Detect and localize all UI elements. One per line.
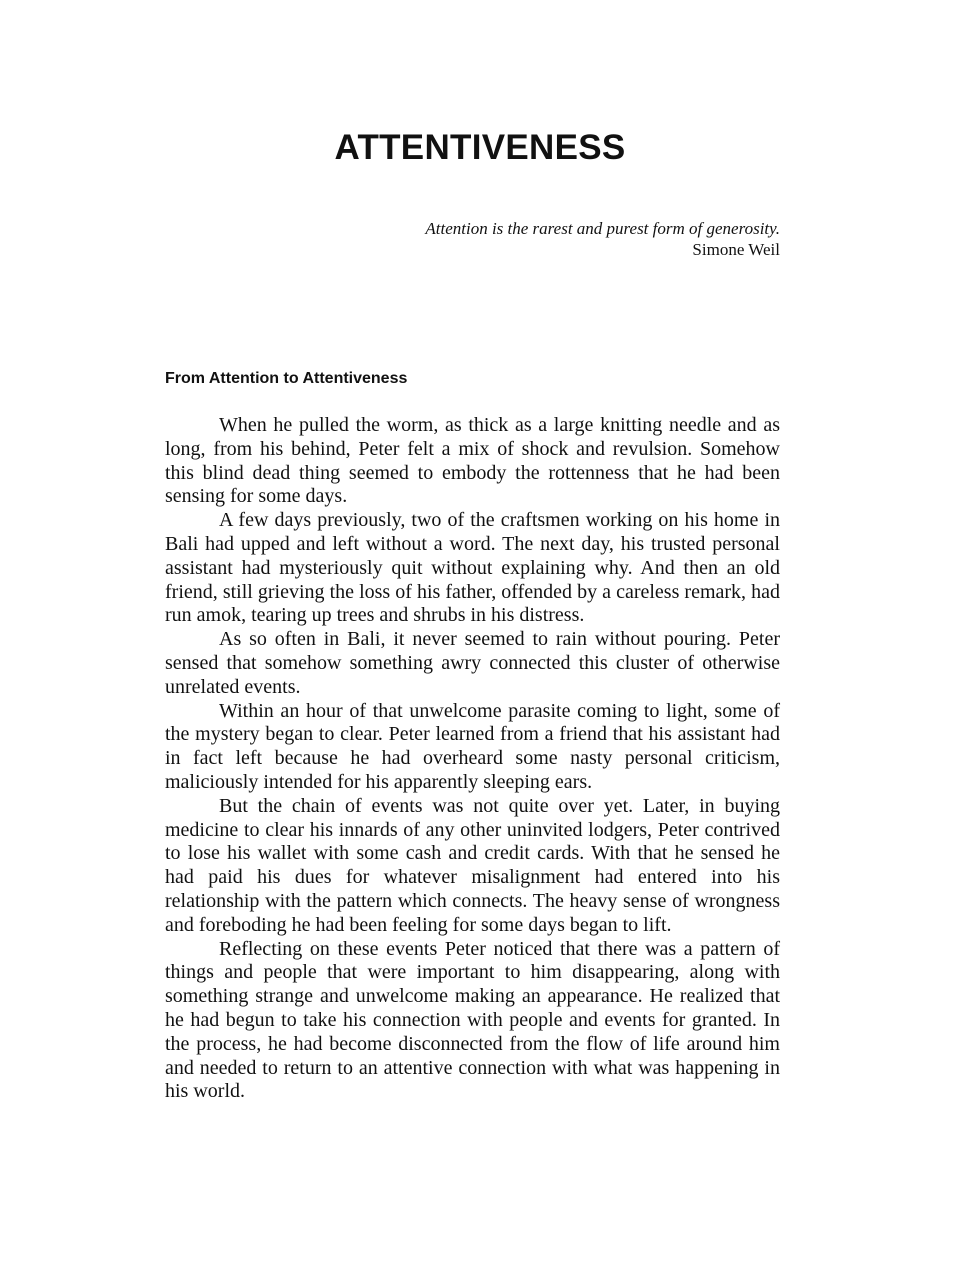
paragraph: As so often in Bali, it never seemed to rain without pouring. Peter sensed that somehow something awry connected this cluster of otherwise unrelated events. <box>165 628 780 698</box>
section-heading: From Attention to Attentiveness <box>165 370 408 387</box>
body-text <box>165 414 780 1104</box>
paragraph: When he pulled the worm, as thick as a large knitting needle and as long, from his behind, Peter felt a mix of shock and revulsion. Somehow this blind dead thing seemed to embody the rottenness that he had been sensing for some days. <box>165 414 780 508</box>
paragraph: Reflecting on these events Peter noticed that there was a pattern of things and people that were important to him disappearing, along with something strange and unwelcome making an appearance. He realized that he had begun to take his connection with people and events for granted. In the process, he had become disconnected from the flow of life around him and needed to return to an attentive connection with what was happening in his world. <box>165 937 780 1103</box>
chapter-title: ATTENTIVENESS <box>334 128 626 167</box>
epigraph-quote: Attention is the rarest and purest form of generosity. <box>425 219 780 238</box>
paragraph: But the chain of events was not quite over yet. Later, in buying medicine to clear his innards of any other uninvited lodgers, Peter contrived to lose his wallet with some cash and credit cards. With that he sensed he had paid his dues for whatever misalignment had entered into his relationship with the pattern which connects. The heavy sense of wrongness and foreboding he had been feeling for some days began to lift. <box>165 794 780 936</box>
epigraph-author: Simone Weil <box>692 240 780 259</box>
paragraph: Within an hour of that unwelcome parasite coming to light, some of the mystery began to clear. Peter learned from a friend that his assistant had in fact left because he had overheard some nasty personal criticism, maliciously intended for his apparently sleeping ears. <box>165 699 780 793</box>
paragraph: A few days previously, two of the craftsmen working on his home in Bali had upped and left without a word. The next day, his trusted personal assistant had mysteriously quit without explaining why. And then an old friend, still grieving the loss of his father, offended by a careless remark, had run amok, tearing up trees and shrubs in his distress. <box>165 509 780 627</box>
epigraph <box>425 218 780 260</box>
